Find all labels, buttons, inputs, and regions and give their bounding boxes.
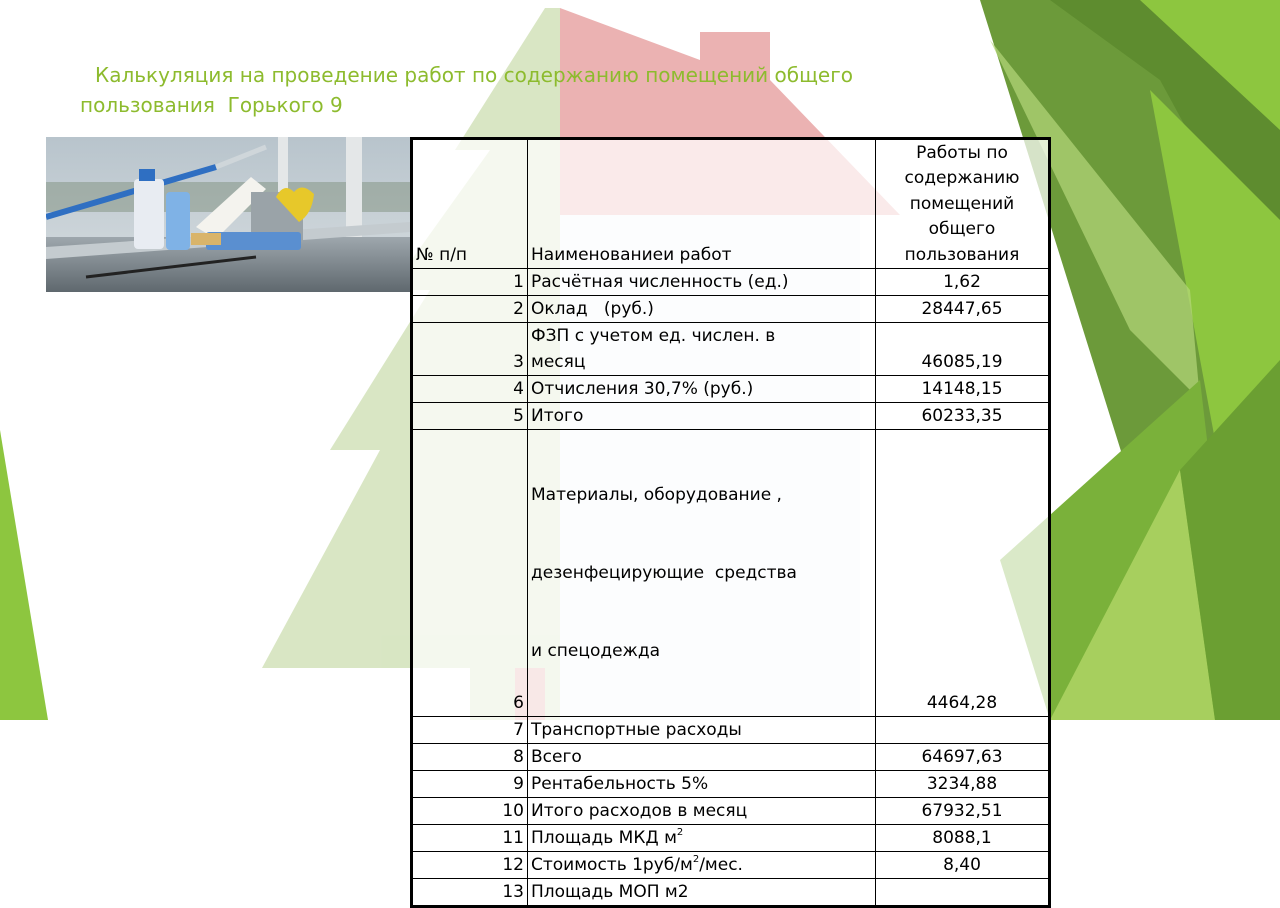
row-name-line: месяц [531,352,586,372]
row-name: Итого [528,403,876,430]
green-wedge-left [0,430,48,720]
table-row [412,825,1050,852]
table-row [412,296,1050,323]
header-value-line: помещений [909,193,1015,214]
title-line-1: Калькуляция на проведение работ по содержанию помещений общего [95,63,853,87]
row-name-line: дезенфецирующие средства [531,563,797,583]
row-num: 8 [412,744,528,771]
header-value [876,139,1050,269]
row-name-line: Материалы, оборудование , [531,485,782,505]
row-name: Отчисления 30,7% (руб.) [528,376,876,403]
row-num: 6 [412,430,528,717]
row-name [528,430,876,717]
row-num: 10 [412,798,528,825]
cleaning-supplies-photo [46,137,410,292]
row-num: 1 [412,269,528,296]
row-name-text: Площадь МКД м [531,828,677,848]
row-value: 4464,28 [876,430,1050,717]
row-num: 11 [412,825,528,852]
row-num: 13 [412,879,528,907]
row-name: Всего [528,744,876,771]
title-line-2: пользования Горького 9 [80,93,343,117]
table-row [412,430,1050,717]
row-value: 46085,19 [876,323,1050,376]
row-value: 8088,1 [876,825,1050,852]
header-value-line: пользования [904,244,1020,265]
header-value-line: общего [928,219,996,239]
superscript: 2 [676,827,684,838]
table-row [412,771,1050,798]
table-row [412,269,1050,296]
row-num: 2 [412,296,528,323]
row-num: 9 [412,771,528,798]
row-num: 5 [412,403,528,430]
row-name-text: Стоимость 1руб/м [531,855,693,875]
row-name: Транспортные расходы [528,717,876,744]
row-name [528,825,876,852]
row-name: Оклад (руб.) [528,296,876,323]
table-row [412,879,1050,907]
row-name-line: ФЗП с учетом ед. числен. в [531,326,776,346]
table-row [412,717,1050,744]
row-value: 67932,51 [876,798,1050,825]
row-name [528,323,876,376]
calculation-table [410,137,1051,908]
row-num: 7 [412,717,528,744]
row-value: 8,40 [876,852,1050,879]
row-value: 28447,65 [876,296,1050,323]
table-row [412,852,1050,879]
row-name-line: и спецодежда [531,641,661,661]
table-header-row [412,139,1050,269]
row-value: 60233,35 [876,403,1050,430]
table-row [412,376,1050,403]
row-num: 3 [412,323,528,376]
table-row [412,403,1050,430]
row-name: Расчётная численность (ед.) [528,269,876,296]
row-value: 64697,63 [876,744,1050,771]
row-value: 1,62 [876,269,1050,296]
row-name: Площадь МОП м2 [528,879,876,907]
row-value [876,717,1050,744]
row-num: 4 [412,376,528,403]
row-num: 12 [412,852,528,879]
header-name: Наименованиеи работ [528,139,876,269]
row-value: 3234,88 [876,771,1050,798]
row-name-text: /мес. [699,855,743,875]
table-row [412,798,1050,825]
row-name: Итого расходов в месяц [528,798,876,825]
header-value-line: содержанию [904,168,1020,188]
row-value: 14148,15 [876,376,1050,403]
table-row [412,323,1050,376]
header-num: № п/п [412,139,528,269]
header-value-line: Работы по [916,142,1008,163]
row-value [876,879,1050,907]
row-name: Рентабельность 5% [528,771,876,798]
table-row [412,744,1050,771]
slide-title [80,60,940,120]
row-name [528,852,876,879]
superscript: 2 [692,854,700,865]
